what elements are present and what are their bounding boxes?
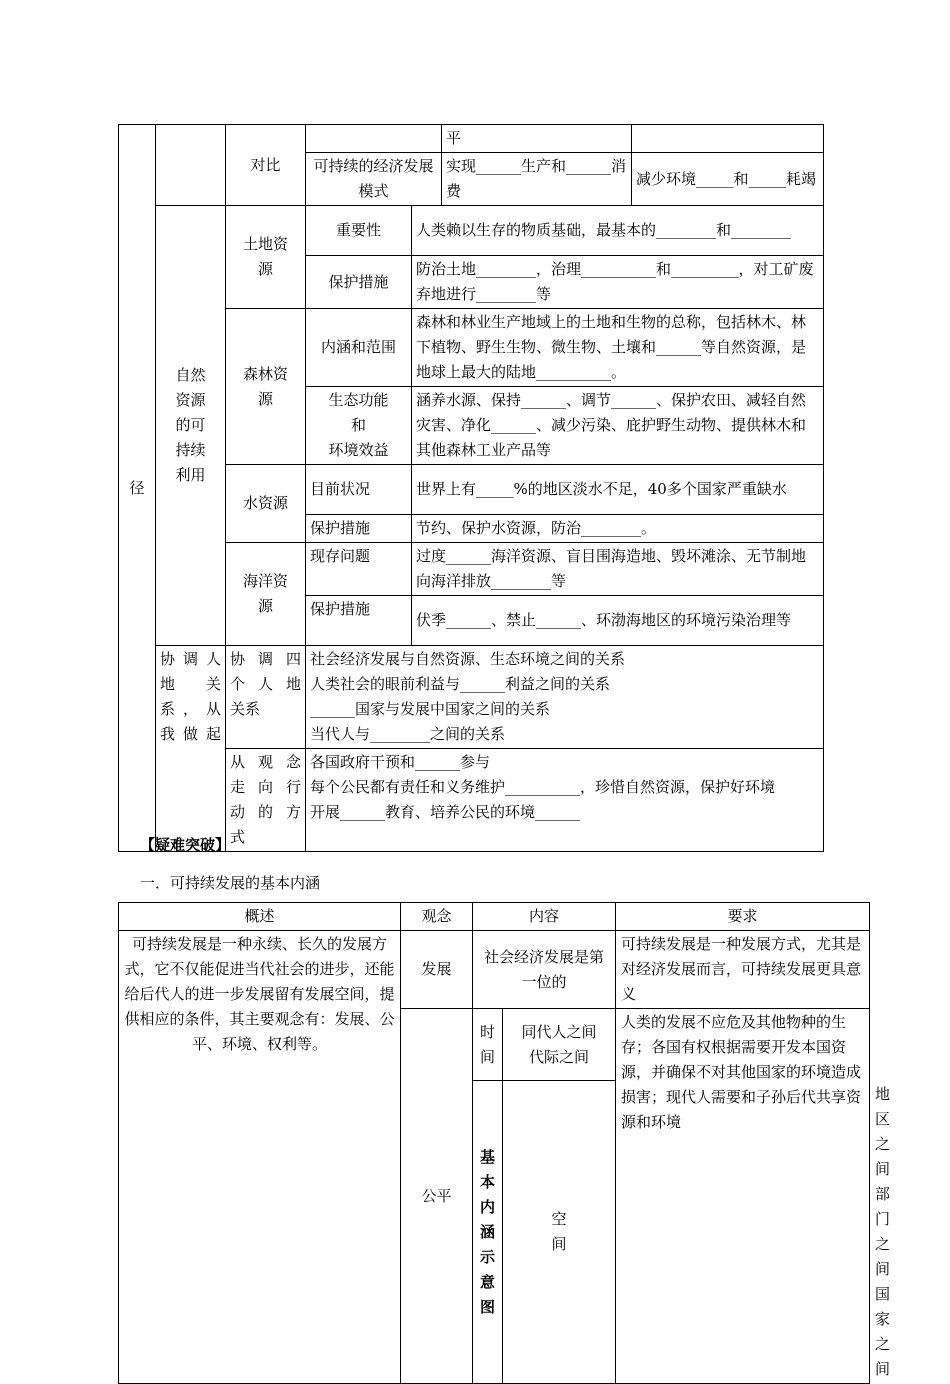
action-item: 每个公民都有责任和义务维护__________，珍惜自然资源，保护好环境 bbox=[310, 778, 776, 796]
natural-label-line: 资源 bbox=[175, 391, 206, 409]
concept-equity: 公平 bbox=[401, 1009, 473, 1384]
model-text: 可持续的经济发展模式 bbox=[313, 157, 434, 200]
natural-label-line: 持续 bbox=[175, 441, 206, 459]
ocean-aspect-cell bbox=[306, 543, 412, 596]
coordinate-label-line: 协调人 bbox=[160, 650, 221, 668]
compare-right-blank bbox=[632, 125, 824, 153]
forest-aspect-line: 和 bbox=[350, 416, 366, 434]
requirement-development: 可持续发展是一种发展方式，尤其是对经济发展而言，可持续发展更具意义 bbox=[616, 931, 870, 1009]
ocean-content-cell bbox=[412, 543, 824, 596]
forest-content: 涵养水源、保持______、调节______、保护农田、减轻自然灾害、净化______、减少污染、庇护野生动物、提供林木和其他森林工业产品等 bbox=[416, 391, 807, 459]
time-item: 代际之间 bbox=[529, 1047, 590, 1066]
water-aspect-cell bbox=[306, 515, 412, 543]
relation-item: ______国家与发展中国家之间的关系 bbox=[310, 700, 551, 718]
section-title: 【疑难突破】 bbox=[140, 836, 231, 854]
compare-label: 对比 bbox=[250, 155, 281, 174]
compare-label-cell bbox=[226, 125, 306, 206]
time-label-line: 间 bbox=[479, 1047, 495, 1066]
time-label-line: 时 bbox=[479, 1022, 495, 1041]
path-cell bbox=[119, 125, 156, 852]
header-concept: 观念 bbox=[401, 903, 473, 931]
equity-header: 平 bbox=[446, 129, 462, 147]
natural-label-line: 自然 bbox=[175, 366, 206, 384]
forest-content-cell bbox=[412, 387, 824, 465]
compare-blank-cell bbox=[306, 125, 442, 153]
water-resource-cell bbox=[226, 465, 306, 543]
ocean-content-cell bbox=[412, 596, 824, 646]
equity-header-cell bbox=[442, 125, 632, 153]
model-right-cell bbox=[632, 153, 824, 206]
relation-item: 社会经济发展与自然资源、生态环境之间的关系 bbox=[310, 650, 626, 668]
space-label-cell bbox=[503, 1081, 616, 1384]
water-aspect-cell bbox=[306, 465, 412, 515]
forest-aspect-cell bbox=[306, 387, 412, 465]
land-content: 人类赖以生存的物质基础，最基本的________和________ bbox=[416, 221, 792, 239]
forest-content: 森林和林业生产地域上的土地和生物的总称，包括林木、林下植物、野生生物、微生物、土壤和______等自然资源，是地球上最大的陆地__________。 bbox=[416, 313, 807, 381]
subtitle: 一．可持续发展的基本内涵 bbox=[140, 874, 321, 892]
coordinate-label-line: 我做起 bbox=[160, 725, 221, 743]
time-item: 同代人之间 bbox=[521, 1022, 597, 1041]
action-content-cell bbox=[306, 749, 824, 852]
relation-item: 当代人与________之间的关系 bbox=[310, 725, 506, 743]
path-label: 径 bbox=[129, 478, 145, 497]
relation-item: 人类社会的眼前利益与______利益之间的关系 bbox=[310, 675, 611, 693]
ocean-content: 过度______海洋资源、盲目围海造地、毁坏滩涂、无节制地向海洋排放________等 bbox=[416, 547, 807, 590]
forest-aspect: 内涵和范围 bbox=[320, 338, 396, 356]
land-name-line: 土地资 bbox=[242, 235, 288, 253]
land-content-cell bbox=[412, 206, 824, 256]
water-aspect: 保护措施 bbox=[310, 519, 371, 537]
ocean-aspect: 现存问题 bbox=[310, 547, 371, 565]
action-line: 式 bbox=[230, 828, 246, 846]
forest-name-line: 森林资 bbox=[242, 364, 288, 383]
header-overview: 概述 bbox=[119, 903, 401, 931]
action-line: 动的方 bbox=[230, 803, 301, 821]
four-relations-cell bbox=[226, 646, 306, 749]
ocean-resource-cell bbox=[226, 543, 306, 646]
forest-aspect-line: 环境效益 bbox=[328, 441, 389, 459]
land-resource-cell bbox=[226, 206, 306, 309]
content-development: 社会经济发展是第一位的 bbox=[473, 931, 616, 1009]
natural-resources-label-cell bbox=[156, 206, 226, 646]
natural-label-line: 利用 bbox=[175, 466, 206, 484]
header-requirement: 要求 bbox=[616, 903, 870, 931]
action-item: 各国政府干预和______参与 bbox=[310, 753, 491, 771]
water-content-cell bbox=[412, 515, 824, 543]
land-aspect: 重要性 bbox=[335, 221, 381, 239]
land-name-line: 源 bbox=[257, 260, 273, 278]
land-aspect: 保护措施 bbox=[328, 272, 389, 291]
water-content-cell bbox=[412, 465, 824, 515]
requirement-equity: 人类的发展不应危及其他物种的生存；各国有权根据需要开发本国资源，并确保不对其他国家的环境造成损害；现代人需要和子孙后代共享资源和环境 bbox=[616, 1009, 870, 1384]
four-relations-line: 个人地 bbox=[230, 675, 301, 693]
model-right-text: 减少环境_____和_____耗竭 bbox=[636, 169, 817, 188]
coordinate-label-line: 系，从 bbox=[160, 700, 221, 718]
diagram-label: 基本内涵示意图 bbox=[473, 1081, 503, 1384]
water-name: 水资源 bbox=[242, 494, 288, 512]
time-items-cell bbox=[503, 1009, 616, 1081]
model-mid-text: 实现______生产和______消费 bbox=[446, 157, 627, 200]
connotation-table: 概述 观念 内容 要求 可持续发展是一种永续、长久的发展方式，它不仅能促进当代社会的进步，还能给后代人的进一步发展留有发展空间，提供相应的条件，其主要观念有：发展、公平、环境、权利等。 发展 社会经济发展是第一位的 可持续发展是一种发展方式，尤其是对经济发展而言，可持续发展更具意义 公平 时 间 同代人之间 代际之间 人类的发展不应危及其他物种的生存；各国有权根据需要开发本国资源，并确保不对其他国家的环境造成损害；现代人需要和子孙后代共享资源和环境 基本内涵示意图 空 间 地区之间 部门之间 国家之间 bbox=[118, 902, 870, 1384]
water-aspect: 目前状况 bbox=[310, 480, 371, 498]
ocean-name-line: 源 bbox=[257, 597, 273, 615]
model-cell bbox=[306, 153, 442, 206]
forest-content-cell bbox=[412, 309, 824, 387]
action-cell bbox=[226, 749, 306, 852]
four-relations-content-cell bbox=[306, 646, 824, 749]
action-item: 开展______教育、培养公民的环境______ bbox=[310, 803, 581, 821]
ocean-name-line: 海洋资 bbox=[242, 572, 288, 590]
land-content: 防治土地________，治理__________和_________，对工矿废弃地进行________等 bbox=[416, 260, 814, 303]
resources-table bbox=[118, 124, 824, 852]
overview-cell bbox=[119, 931, 401, 1384]
coordinate-label-cell bbox=[156, 646, 226, 852]
forest-resource-cell bbox=[226, 309, 306, 465]
ocean-aspect: 保护措施 bbox=[310, 600, 371, 618]
land-content-cell bbox=[412, 256, 824, 309]
forest-aspect-cell bbox=[306, 309, 412, 387]
four-relations-line: 关系 bbox=[230, 700, 261, 718]
land-aspect-cell bbox=[306, 256, 412, 309]
water-content: 世界上有_____%的地区淡水不足，40多个国家严重缺水 bbox=[416, 480, 787, 498]
concept-development: 发展 bbox=[401, 931, 473, 1009]
natural-label-line: 的可 bbox=[175, 416, 206, 434]
forest-aspect-line: 生态功能 bbox=[328, 391, 389, 409]
action-line: 走向行 bbox=[230, 778, 301, 796]
coordinate-label-line: 地 关 bbox=[160, 675, 221, 693]
four-relations-line: 协调四 bbox=[230, 650, 301, 668]
land-aspect-cell bbox=[306, 206, 412, 256]
action-line: 从观念 bbox=[230, 753, 301, 771]
forest-name-line: 源 bbox=[257, 389, 273, 408]
space-label-line: 间 bbox=[551, 1235, 567, 1253]
space-label-line: 空 bbox=[551, 1210, 567, 1228]
water-content: 节约、保护水资源，防治________。 bbox=[416, 519, 657, 537]
model-mid-cell bbox=[442, 153, 632, 206]
section1-blank bbox=[156, 125, 226, 206]
ocean-content: 伏季______、禁止______、环渤海地区的环境污染治理等 bbox=[416, 611, 792, 629]
time-label-cell bbox=[473, 1009, 503, 1081]
ocean-aspect-cell bbox=[306, 596, 412, 646]
header-content: 内容 bbox=[473, 903, 616, 931]
overview-text: 可持续发展是一种永续、长久的发展方式，它不仅能促进当代社会的进步，还能给后代人的进一步发展留有发展空间，提供相应的条件，其主要观念有：发展、公平、环境、权利等。 bbox=[124, 935, 395, 1053]
